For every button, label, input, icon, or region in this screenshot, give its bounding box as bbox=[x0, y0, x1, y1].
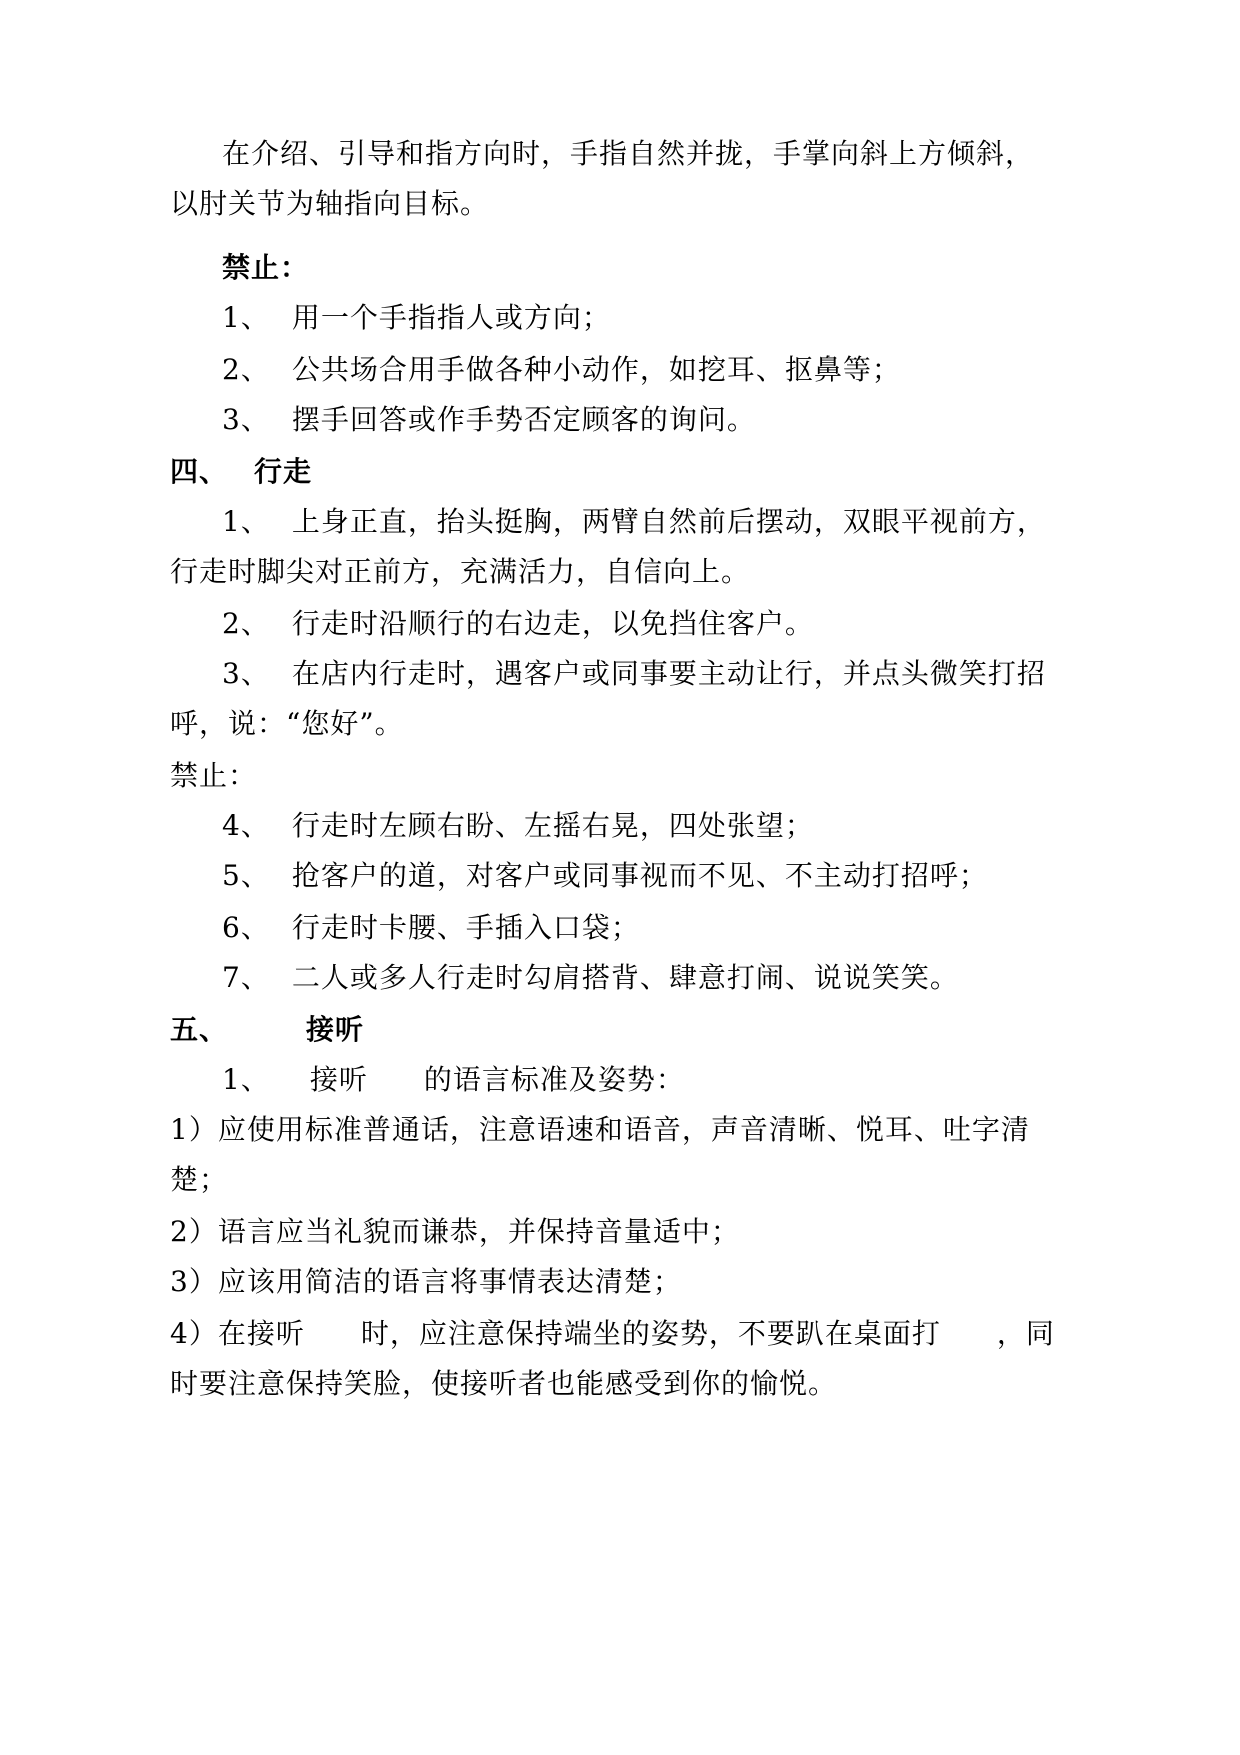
section-title: 行走 bbox=[254, 455, 313, 488]
list-item-text: 公共场合用手做各种小动作，如挖耳、抠鼻等； bbox=[291, 353, 901, 386]
list-item bbox=[222, 606, 814, 642]
list-item-continuation: 时要注意保持笑脸，使接听者也能感受到你的愉悦。 bbox=[170, 1367, 838, 1400]
list-item-text-b: 时，应注意保持端坐的姿势，不要趴在桌面打 bbox=[360, 1317, 941, 1350]
list-item-text: 二人或多人行走时勾肩搭背、肆意打闹、说说笑笑。 bbox=[291, 961, 959, 994]
subsection-heading bbox=[222, 1062, 685, 1098]
list-item: 2）语言应当礼貌而谦恭，并保持音量适中； bbox=[170, 1215, 740, 1248]
list-item-number: 4、 bbox=[222, 809, 270, 842]
section-heading bbox=[170, 1012, 364, 1048]
list-item-number: 2、 bbox=[222, 607, 270, 640]
list-item-text: 行走时左顾右盼、左摇右晃，四处张望； bbox=[291, 809, 814, 842]
list-item-text-a: 4）在接听 bbox=[170, 1317, 305, 1350]
list-item bbox=[222, 910, 640, 946]
section-heading bbox=[170, 454, 312, 490]
list-item-continuation: 楚； bbox=[170, 1163, 229, 1196]
prohibit-heading: 禁止： bbox=[170, 759, 258, 792]
list-item bbox=[222, 352, 901, 388]
section-number: 五、 bbox=[170, 1013, 229, 1046]
list-item bbox=[170, 1316, 1055, 1352]
list-item: 1）应使用标准普通话，注意语速和语音，声音清晰、悦耳、吐字清 bbox=[170, 1113, 1030, 1146]
list-item bbox=[222, 300, 611, 336]
list-item-text: 抢客户的道，对客户或同事视而不见、不主动打招呼； bbox=[291, 859, 988, 892]
list-item-number: 1、 bbox=[222, 505, 270, 538]
list-item-text: 摆手回答或作手势否定顾客的询问。 bbox=[291, 403, 756, 436]
list-item bbox=[222, 960, 959, 996]
list-item-number: 1、 bbox=[222, 1063, 270, 1096]
subsection-text-a: 接听 bbox=[309, 1063, 368, 1096]
list-item-text: 在店内行走时，遇客户或同事要主动让行，并点头微笑打招 bbox=[291, 657, 1046, 690]
list-item-text: 用一个手指指人或方向； bbox=[291, 301, 611, 334]
list-item-continuation: 呼，说：“您好”。 bbox=[170, 707, 404, 740]
list-item bbox=[222, 504, 1046, 540]
list-item bbox=[222, 808, 814, 844]
subsection-text-b: 的语言标准及姿势： bbox=[423, 1063, 685, 1096]
list-item bbox=[222, 656, 1046, 692]
list-item-text-c: ，同 bbox=[996, 1317, 1055, 1350]
list-item-text: 行走时沿顺行的右边走，以免挡住客户。 bbox=[291, 607, 814, 640]
list-item-number: 3、 bbox=[222, 657, 270, 690]
list-item bbox=[222, 858, 988, 894]
list-item-continuation: 行走时脚尖对正前方，充满活力，自信向上。 bbox=[170, 555, 751, 588]
list-item bbox=[222, 402, 756, 438]
list-item-number: 7、 bbox=[222, 961, 270, 994]
section-title: 接听 bbox=[306, 1013, 365, 1046]
list-item-number: 1、 bbox=[222, 301, 270, 334]
list-item-text: 行走时卡腰、手插入口袋； bbox=[291, 911, 640, 944]
list-item-number: 2、 bbox=[222, 353, 270, 386]
section-number: 四、 bbox=[170, 455, 229, 488]
list-item-text: 上身正直，抬头挺胸，两臂自然前后摆动，双眼平视前方， bbox=[291, 505, 1046, 538]
intro-line-1: 在介绍、引导和指方向时，手指自然并拢，手掌向斜上方倾斜， bbox=[222, 137, 1035, 170]
list-item-number: 5、 bbox=[222, 859, 270, 892]
list-item: 3）应该用简洁的语言将事情表达清楚； bbox=[170, 1265, 682, 1298]
list-item-number: 3、 bbox=[222, 403, 270, 436]
prohibit-heading: 禁止： bbox=[222, 251, 310, 284]
list-item-number: 6、 bbox=[222, 911, 270, 944]
intro-line-2: 以肘关节为轴指向目标。 bbox=[170, 187, 490, 220]
